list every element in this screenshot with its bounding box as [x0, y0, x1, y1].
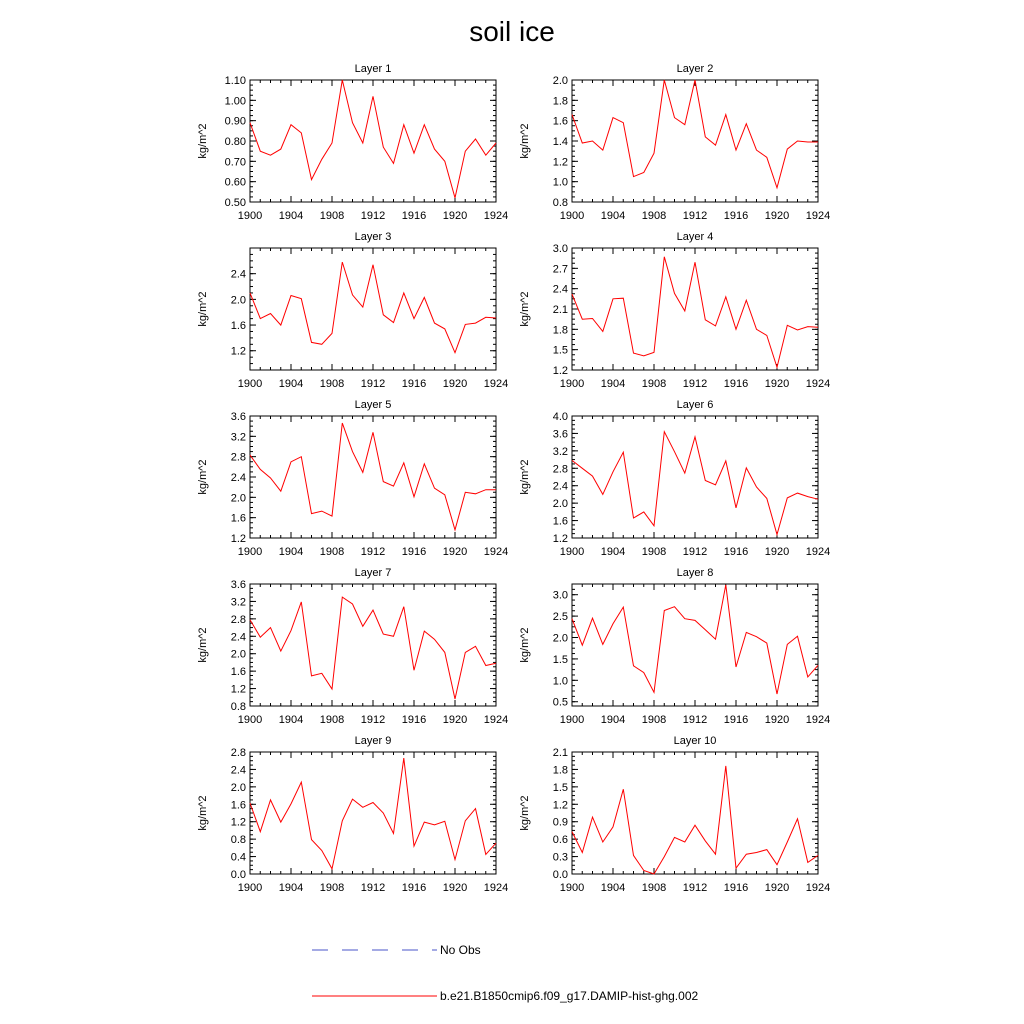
x-tick-label: 1912 [682, 714, 708, 726]
y-tick-label: 2.8 [230, 747, 246, 759]
series-line-layer-8 [572, 585, 818, 694]
x-tick-label: 1908 [319, 546, 345, 558]
x-tick-label: 1904 [278, 378, 304, 390]
x-tick-label: 1924 [805, 546, 831, 558]
x-tick-label: 1920 [442, 714, 468, 726]
series-line-layer-10 [572, 766, 818, 874]
y-tick-label: 2.8 [552, 463, 568, 476]
panel-title-layer-3: Layer 3 [354, 231, 392, 243]
series-line-layer-1 [250, 80, 496, 198]
x-tick-label: 1900 [237, 210, 263, 222]
x-tick-label: 1912 [682, 210, 708, 222]
x-tick-label: 1920 [442, 882, 468, 894]
y-tick-label: 0.0 [230, 869, 246, 881]
y-tick-label: 2.0 [552, 75, 568, 87]
x-tick-label: 1924 [805, 882, 831, 894]
y-tick-label: 1.5 [552, 344, 568, 357]
y-tick-label: 2.0 [230, 648, 246, 661]
y-tick-label: 1.4 [552, 136, 568, 148]
x-tick-label: 1912 [682, 378, 708, 390]
legend-label-model-run: b.e21.B1850cmip6.f09_g17.DAMIP-hist-ghg.002 [440, 989, 699, 1003]
y-tick-label: 0.8 [230, 701, 246, 713]
y-tick-label: 1.6 [230, 666, 246, 679]
x-tick-label: 1920 [764, 882, 790, 894]
legend-solid-swatch [312, 986, 442, 1006]
x-tick-label: 1908 [319, 882, 345, 894]
y-tick-label: 2.0 [552, 498, 568, 511]
x-tick-label: 1912 [682, 546, 708, 558]
x-tick-label: 1916 [723, 882, 749, 894]
series-line-layer-9 [250, 758, 496, 869]
page-title: soil ice [469, 16, 555, 47]
y-tick-label: 0.60 [224, 176, 246, 189]
y-tick-label: 3.2 [230, 431, 246, 444]
x-tick-label: 1920 [764, 378, 790, 390]
x-tick-label: 1916 [401, 714, 427, 726]
x-tick-label: 1916 [723, 378, 749, 390]
y-tick-label: 1.00 [224, 95, 246, 108]
x-tick-label: 1912 [360, 378, 386, 390]
x-tick-label: 1912 [682, 882, 708, 894]
panel-title-layer-8: Layer 8 [676, 567, 714, 579]
y-tick-label: 1.5 [552, 781, 568, 794]
y-tick-label: 1.5 [552, 653, 568, 666]
y-tick-label: 1.2 [230, 816, 246, 829]
y-axis-label-layer-9: kg/m^2 [197, 795, 209, 831]
x-tick-label: 1924 [805, 714, 831, 726]
y-axis-label-layer-5: kg/m^2 [197, 459, 209, 495]
y-tick-label: 3.6 [230, 579, 246, 591]
x-tick-label: 1924 [483, 882, 509, 894]
y-tick-label: 0.50 [224, 197, 246, 209]
y-tick-label: 3.6 [552, 428, 568, 441]
y-tick-label: 2.1 [552, 304, 568, 316]
x-tick-label: 1916 [723, 210, 749, 222]
x-tick-label: 1908 [319, 714, 345, 726]
y-tick-label: 1.2 [552, 365, 568, 377]
x-tick-label: 1908 [641, 714, 667, 726]
series-line-layer-5 [250, 423, 496, 530]
x-tick-label: 1920 [442, 546, 468, 558]
x-tick-label: 1924 [805, 210, 831, 222]
y-tick-label: 1.2 [230, 345, 246, 358]
y-tick-label: 1.0 [552, 176, 568, 189]
y-tick-label: 1.8 [552, 764, 568, 777]
y-axis-label-layer-7: kg/m^2 [197, 627, 209, 663]
x-tick-label: 1924 [483, 546, 509, 558]
x-tick-label: 1904 [600, 714, 626, 726]
y-tick-label: 1.2 [552, 156, 568, 169]
x-tick-label: 1900 [237, 714, 263, 726]
series-line-layer-4 [572, 257, 818, 368]
y-tick-label: 2.0 [230, 492, 246, 505]
series-line-layer-3 [250, 262, 496, 353]
x-tick-label: 1916 [401, 210, 427, 222]
y-tick-label: 0.4 [230, 851, 246, 864]
plot-frame-layer-2 [572, 80, 818, 202]
x-tick-label: 1908 [641, 546, 667, 558]
y-tick-label: 1.2 [230, 533, 246, 545]
x-tick-label: 1904 [278, 714, 304, 726]
x-tick-label: 1900 [559, 210, 585, 222]
y-tick-label: 2.0 [552, 632, 568, 645]
y-tick-label: 3.2 [552, 445, 568, 458]
x-tick-label: 1900 [559, 714, 585, 726]
legend-label-no-obs: No Obs [440, 943, 481, 957]
y-tick-label: 0.3 [552, 851, 568, 864]
x-tick-label: 1904 [278, 210, 304, 222]
y-axis-label-layer-4: kg/m^2 [519, 291, 531, 327]
x-tick-label: 1924 [483, 378, 509, 390]
y-tick-label: 3.2 [230, 596, 246, 609]
y-tick-label: 1.6 [552, 515, 568, 528]
y-axis-label-layer-3: kg/m^2 [197, 291, 209, 327]
x-tick-label: 1916 [401, 882, 427, 894]
x-tick-label: 1920 [764, 546, 790, 558]
y-tick-label: 0.6 [552, 834, 568, 847]
series-line-layer-2 [572, 80, 818, 188]
plot-frame-layer-7 [250, 584, 496, 706]
x-tick-label: 1912 [360, 210, 386, 222]
panel-title-layer-5: Layer 5 [354, 399, 392, 411]
y-axis-label-layer-2: kg/m^2 [519, 123, 531, 159]
y-axis-label-layer-8: kg/m^2 [519, 627, 531, 663]
y-tick-label: 2.8 [230, 613, 246, 626]
y-tick-label: 3.6 [230, 411, 246, 423]
panel-title-layer-1: Layer 1 [354, 63, 392, 75]
y-tick-label: 1.2 [230, 683, 246, 696]
y-tick-label: 2.5 [552, 611, 568, 624]
x-tick-label: 1912 [360, 882, 386, 894]
y-tick-label: 0.8 [552, 197, 568, 209]
x-tick-label: 1900 [559, 546, 585, 558]
x-tick-label: 1924 [805, 378, 831, 390]
legend-no-obs [312, 940, 572, 960]
x-tick-label: 1904 [600, 546, 626, 558]
y-axis-label-layer-10: kg/m^2 [519, 795, 531, 831]
panel-title-layer-10: Layer 10 [673, 735, 717, 747]
x-tick-label: 1912 [360, 546, 386, 558]
x-tick-label: 1908 [641, 210, 667, 222]
y-tick-label: 2.4 [552, 480, 568, 493]
y-tick-label: 2.4 [230, 764, 246, 777]
y-axis-label-layer-6: kg/m^2 [519, 459, 531, 495]
y-tick-label: 2.4 [230, 268, 246, 281]
x-tick-label: 1920 [442, 378, 468, 390]
legend-model-run [312, 986, 732, 1006]
y-tick-label: 1.8 [552, 324, 568, 337]
series-line-layer-6 [572, 432, 818, 535]
x-tick-label: 1908 [641, 882, 667, 894]
y-tick-label: 0.5 [552, 696, 568, 709]
x-tick-label: 1900 [237, 546, 263, 558]
x-tick-label: 1924 [483, 210, 509, 222]
panel-title-layer-7: Layer 7 [354, 567, 392, 579]
y-tick-label: 1.6 [230, 799, 246, 812]
x-tick-label: 1908 [641, 378, 667, 390]
y-tick-label: 0.0 [552, 869, 568, 881]
series-line-layer-7 [250, 597, 496, 699]
x-tick-label: 1900 [559, 882, 585, 894]
y-tick-label: 1.2 [552, 799, 568, 812]
x-tick-label: 1904 [600, 210, 626, 222]
panel-title-layer-2: Layer 2 [676, 63, 714, 75]
y-tick-label: 1.6 [230, 512, 246, 525]
plot-frame-layer-8 [572, 584, 818, 706]
y-tick-label: 2.1 [552, 747, 568, 759]
x-tick-label: 1920 [442, 210, 468, 222]
y-tick-label: 2.0 [230, 781, 246, 794]
y-tick-label: 3.0 [552, 243, 568, 255]
y-tick-label: 1.10 [224, 75, 246, 87]
plot-frame-layer-9 [250, 752, 496, 874]
y-tick-label: 0.9 [552, 816, 568, 829]
x-tick-label: 1916 [401, 378, 427, 390]
x-tick-label: 1900 [237, 882, 263, 894]
y-tick-label: 2.4 [230, 472, 246, 484]
y-tick-label: 1.0 [552, 675, 568, 688]
y-tick-label: 1.8 [552, 95, 568, 108]
x-tick-label: 1916 [723, 546, 749, 558]
x-tick-label: 1916 [401, 546, 427, 558]
y-tick-label: 1.2 [552, 533, 568, 545]
x-tick-label: 1916 [723, 714, 749, 726]
y-tick-label: 3.0 [552, 589, 568, 602]
panel-title-layer-6: Layer 6 [676, 399, 714, 411]
x-tick-label: 1904 [278, 882, 304, 894]
x-tick-label: 1908 [319, 378, 345, 390]
y-tick-label: 2.4 [552, 283, 568, 296]
y-tick-label: 2.0 [230, 294, 246, 307]
y-tick-label: 4.0 [552, 411, 568, 423]
y-tick-label: 1.6 [552, 115, 568, 128]
panel-title-layer-4: Layer 4 [676, 231, 714, 243]
x-tick-label: 1900 [559, 378, 585, 390]
x-tick-label: 1920 [764, 210, 790, 222]
x-tick-label: 1912 [360, 714, 386, 726]
x-tick-label: 1904 [278, 546, 304, 558]
y-axis-label-layer-1: kg/m^2 [197, 123, 209, 159]
legend-dashed-swatch [312, 940, 442, 960]
y-tick-label: 2.4 [230, 631, 246, 644]
y-tick-label: 0.70 [224, 156, 246, 169]
x-tick-label: 1924 [483, 714, 509, 726]
y-tick-label: 2.7 [552, 263, 568, 276]
y-tick-label: 1.6 [230, 320, 246, 333]
x-tick-label: 1904 [600, 882, 626, 894]
x-tick-label: 1920 [764, 714, 790, 726]
x-tick-label: 1908 [319, 210, 345, 222]
x-tick-label: 1904 [600, 378, 626, 390]
y-tick-label: 0.80 [224, 136, 246, 148]
x-tick-label: 1900 [237, 378, 263, 390]
y-tick-label: 0.8 [230, 834, 246, 847]
y-tick-label: 2.8 [230, 451, 246, 464]
y-tick-label: 0.90 [224, 115, 246, 128]
panel-title-layer-9: Layer 9 [354, 735, 392, 747]
